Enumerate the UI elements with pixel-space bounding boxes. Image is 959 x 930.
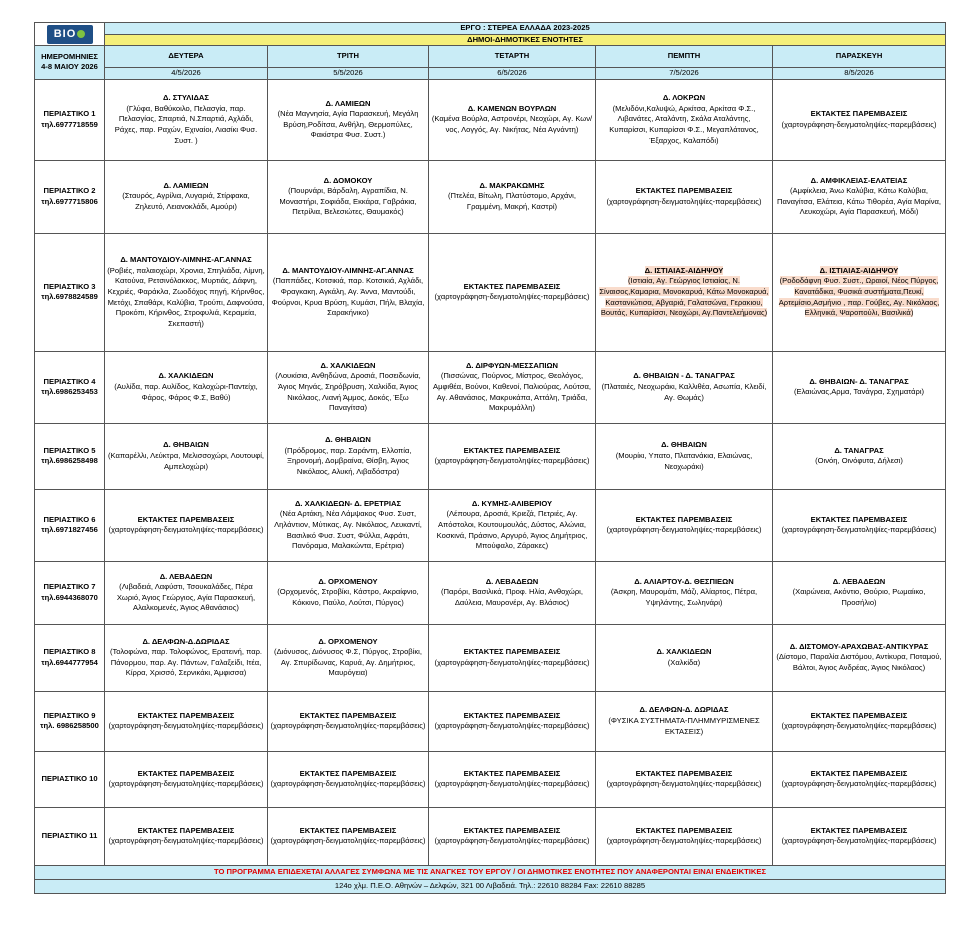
table-row (35, 624, 946, 691)
cell-title: Δ. ΛΕΒΑΔΕΩΝ (485, 576, 539, 586)
date-cell: 5/5/2026 (268, 68, 429, 80)
schedule-cell (773, 160, 946, 233)
cell-content (437, 499, 588, 550)
cell-title: Δ. ΔΟΜΟΚΟΥ (323, 175, 373, 185)
cell-text: (Χαλκίδα) (667, 657, 701, 667)
cell-content (441, 577, 583, 607)
schedule-cell (429, 351, 596, 423)
cell-content (435, 647, 590, 667)
cell-title: ΕΚΤΑΚΤΕΣ ΠΑΡΕΜΒΑΣΕΙΣ (299, 825, 397, 835)
schedule-cell (105, 691, 268, 751)
cell-title: ΕΚΤΑΚΤΕΣ ΠΑΡΕΜΒΑΣΕΙΣ (635, 514, 733, 524)
cell-title: ΕΚΤΑΚΤΕΣ ΠΑΡΕΜΒΑΣΕΙΣ (137, 514, 235, 524)
cell-text: (χαρτογράφηση-δειγματοληψίες-παρεμβάσεις) (108, 836, 264, 846)
cell-content (109, 515, 264, 535)
schedule-cell (596, 751, 773, 807)
area-cell (35, 807, 105, 865)
cell-text: (Πρόδρομος, παρ. Σαράντη, Ελλοπία, Ξηρονομή, Δομβραίνα, Θίσβη, Άγιος Νικόλαος, Αλυκή, Λιβαδόστρα) (284, 445, 412, 476)
footer-address: 124ο χλμ. Π.Ε.Ο. Αθηνών – Δελφών, 321 00 Λιβαδειά. Τηλ.: 22610 88284 Fax: 22610 88285 (35, 879, 946, 893)
cell-title: Δ. ΘΗΒΑΙΩΝ (325, 435, 371, 445)
cell-title: ΕΚΤΑΚΤΕΣ ΠΑΡΕΜΒΑΣΕΙΣ (299, 768, 397, 778)
area-cell (35, 624, 105, 691)
cell-title: Δ. ΟΡΧΟΜΕΝΟΥ (318, 636, 378, 646)
schedule-cell (105, 79, 268, 160)
schedule-cell (429, 624, 596, 691)
cell-text: (Μελιδόνι,Καλυψώ, Αρκίτσα, Αρκίτσα Φ.Σ., Λιβανάτες, Αταλάντη, Σκάλα Αταλάντης, Κυπαρίσσι, Κυπαρίσσι Φ.Σ., Μεγαπλάτανος, Έξαρχος, Καλαπόδι) (609, 103, 759, 145)
cell-content (274, 499, 422, 550)
cell-title: ΕΚΤΑΚΤΕΣ ΠΑΡΕΜΒΑΣΕΙΣ (463, 281, 561, 291)
cell-title: Δ. ΘΗΒΑΙΩΝ- Δ. ΤΑΝΑΓΡΑΣ (809, 376, 909, 386)
schedule-cell (773, 423, 946, 489)
cell-content (435, 769, 590, 789)
area-cell (35, 489, 105, 561)
cell-text: (χαρτογράφηση-δειγματοληψίες-παρεμβάσεις) (606, 836, 762, 846)
cell-content (109, 769, 264, 789)
schedule-cell (773, 624, 946, 691)
cell-text: (Πτελέα, Βίτωλη, Πλατύστομο, Αρχάνι, Γραμμένη, Μακρή, Καστρί) (448, 191, 576, 212)
area-cell (35, 351, 105, 423)
schedule-cell (429, 233, 596, 351)
cell-content (279, 176, 416, 217)
cell-content (108, 440, 264, 470)
cell-text: (Καμένα Βούρλα, Αστρονέρι, Νεοχώρι, Αγ. Κων/νος, Λογγός, Αγ. Νικήτας, Νέα Αγνάντη) (431, 114, 593, 135)
schedule-cell (268, 691, 429, 751)
area-name: ΠΕΡΙΑΣΤΙΚΟ 11 (41, 830, 98, 840)
cell-title: ΕΚΤΑΚΤΕΣ ΠΑΡΕΜΒΑΣΕΙΣ (463, 445, 561, 455)
cell-text: (χαρτογράφηση-δειγματοληψίες-παρεμβάσεις) (108, 779, 264, 789)
table-row (35, 233, 946, 351)
cell-content (277, 577, 418, 607)
cell-text: (χαρτογράφηση-δειγματοληψίες-παρεμβάσεις) (434, 779, 590, 789)
cell-title: Δ. ΘΗΒΑΙΩΝ (661, 440, 707, 450)
cell-text: (χαρτογράφηση-δειγματοληψίες-παρεμβάσεις) (606, 779, 762, 789)
cell-text: (Χαιρώνεια, Ακόντιο, Θούριο, Ρωμαίικο, Προσήλιο) (792, 587, 926, 608)
cell-text: (χαρτογράφηση-δειγματοληψίες-παρεμβάσεις) (434, 836, 590, 846)
cell-text: (χαρτογράφηση-δειγματοληψίες-παρεμβάσεις) (781, 721, 937, 731)
table-row (35, 423, 946, 489)
schedule-cell (429, 751, 596, 807)
cell-text: (χαρτογράφηση-δειγματοληψίες-παρεμβάσεις) (270, 836, 426, 846)
cell-content (794, 377, 924, 397)
cell-title: ΕΚΤΑΚΤΕΣ ΠΑΡΕΜΒΑΣΕΙΣ (463, 647, 561, 657)
area-name: ΠΕΡΙΑΣΤΙΚΟ 8 (43, 647, 96, 657)
day-header: ΔΕΥΤΕΡΑ (105, 46, 268, 68)
day-header: ΤΡΙΤΗ (268, 46, 429, 68)
cell-content (777, 176, 941, 217)
cell-content (611, 577, 757, 607)
schedule-cell (105, 751, 268, 807)
subtitle: ΔΗΜΟΙ-ΔΗΜΟΤΙΚΕΣ ΕΝΟΤΗΤΕΣ (105, 34, 946, 46)
area-phone: τηλ.6986258498 (41, 456, 98, 466)
cell-text: (Ελαιώνας,Αρμα, Τανάγρα, Σχηματάρι) (793, 387, 925, 397)
schedule-cell (105, 624, 268, 691)
cell-text: (Λουκίσια, Ανθηδώνα, Δροσιά, Ποσειδωνία, Άγιος Μηνάς, Σηρόβρυση, Χαλκίδα, Άγιος Νικόλαος, Λιανή Άμμος, Δοκός, Έξω Παναγίτσα) (275, 371, 421, 413)
cell-text: (Μουρίκι, Υπατο, Πλατανάκια, Ελαιώνας, Νεοχωράκι) (615, 450, 753, 471)
schedule-cell (268, 807, 429, 865)
area-cell (35, 691, 105, 751)
cell-text: (χαρτογράφηση-δειγματοληψίες-παρεμβάσεις) (434, 456, 590, 466)
cell-text: (Παρόρι, Βασιλικά, Προφ. Ηλία, Ανθοχώρι, Δαύλεια, Μαυρονέρι, Αγ. Βλάσιος) (441, 587, 583, 608)
schedule-cell (429, 423, 596, 489)
cell-content (782, 711, 937, 731)
schedule-cell (429, 807, 596, 865)
cell-content (432, 104, 592, 134)
cell-content (285, 435, 412, 476)
cell-title: ΕΚΤΑΚΤΕΣ ΠΑΡΕΜΒΑΣΕΙΣ (463, 825, 561, 835)
cell-title: Δ. ΜΑΝΤΟΥΔΙΟΥ-ΛΙΜΝΗΣ-ΑΓ.ΑΝΝΑΣ (120, 255, 252, 265)
schedule-cell (596, 160, 773, 233)
cell-text: (χαρτογράφηση-δειγματοληψίες-παρεμβάσεις) (108, 721, 264, 731)
area-cell (35, 561, 105, 624)
cell-text: (ΦΥΣΙΚΑ ΣΥΣΤΗΜΑΤΑ-ΠΛΗΜΜΥΡΙΣΜΕΝΕΣ ΕΚΤΑΣΕΙΣ) (608, 715, 760, 736)
cell-title: Δ. ΘΗΒΑΙΩΝ (163, 440, 209, 450)
cell-content (779, 266, 940, 317)
area-cell (35, 423, 105, 489)
area-phone: τηλ.6977715806 (41, 196, 98, 206)
cell-text: (χαρτογράφηση-δειγματοληψίες-παρεμβάσεις) (781, 525, 937, 535)
schedule-cell (268, 351, 429, 423)
schedule-cell (773, 691, 946, 751)
cell-content (657, 647, 712, 667)
cell-text: (Πλαταιές, Νεοχωράκι, Καλλιθέα, Ασωπία, Κλειδί, Αγ. Θωμάς) (601, 381, 767, 402)
table-row (35, 489, 946, 561)
date-cell: 6/5/2026 (429, 68, 596, 80)
schedule-cell (268, 624, 429, 691)
area-phone: τηλ.6944777954 (41, 657, 98, 667)
cell-text: (Αμφίκλεια, Άνω Καλύβια, Κάτω Καλύβια, Παναγίτσα, Ελάτεια, Κάτω Τιθορέα, Αγία Μαρίνα, Λευκοχώρι, Αγία Παρασκευή, Μόδι) (776, 186, 942, 217)
cell-text: (Τολοφώνα, παρ. Τολοφώνος, Ερατεινή, παρ. Πάνορμου, παρ. Αγ. Πάντων, Γαλαξείδι, Ιτέα, Κίρρα, Χρισσό, Σερνικάκι, Άμφισσα) (109, 647, 263, 678)
schedule-cell (429, 561, 596, 624)
cell-content (435, 826, 590, 846)
day-header: ΠΕΜΠΤΗ (596, 46, 773, 68)
cell-content (607, 826, 762, 846)
cell-content (435, 711, 590, 731)
cell-content (107, 255, 264, 328)
cell-title: ΕΚΤΑΚΤΕΣ ΠΑΡΕΜΒΑΣΕΙΣ (810, 710, 908, 720)
cell-content (435, 446, 590, 466)
cell-content (782, 826, 937, 846)
cell-text: (χαρτογράφηση-δειγματοληψίες-παρεμβάσεις) (606, 196, 762, 206)
cell-title: Δ. ΛΑΜΙΕΩΝ (325, 98, 371, 108)
cell-title: Δ. ΚΑΜΕΝΩΝ ΒΟΥΡΛΩΝ (467, 103, 557, 113)
cell-content (602, 371, 767, 401)
date-cell: 8/5/2026 (773, 68, 946, 80)
cell-content (607, 515, 762, 535)
cell-content (782, 109, 937, 129)
cell-title: Δ. ΔΕΛΦΩΝ-Δ. ΔΩΡΙΔΑΣ (639, 705, 729, 715)
schedule-cell (596, 691, 773, 751)
cell-text: (Ορχομενός, Στροβίκι, Κάστρο, Ακραίφνιο, Κόκκινο, Παύλο, Λούτσι, Πύργος) (277, 587, 419, 608)
area-name: ΠΕΡΙΑΣΤΙΚΟ 9 (43, 710, 96, 720)
cell-title: Δ. ΣΤΥΛΙΔΑΣ (163, 93, 209, 103)
schedule-cell (105, 351, 268, 423)
table-row (35, 79, 946, 160)
cell-content (815, 446, 903, 466)
company-logo (47, 25, 93, 44)
cell-title: Δ. ΚΥΜΗΣ-ΑΛΙΒΕΡΙΟΥ (471, 498, 553, 508)
cell-title: Δ. ΛΕΒΑΔΕΩΝ (159, 571, 213, 581)
cell-text: (Παππάδες, Κοτσικιά, παρ. Κοτσικιά, Αχλάδι, Φραγκακη, Αγκάλη, Αγ. Άννα, Μαντούδι, Φούρνοι, Κρυα Βρύση, Κυμάσι, Πήλι, Βλαχία, Σαρακήνικο) (271, 276, 425, 318)
cell-content (448, 181, 576, 211)
cell-title: ΕΚΤΑΚΤΕΣ ΠΑΡΕΜΒΑΣΕΙΣ (810, 825, 908, 835)
date-cell: 7/5/2026 (596, 68, 773, 80)
cell-content (433, 361, 591, 412)
cell-content (272, 266, 425, 317)
cell-content (274, 637, 422, 678)
cell-title: ΕΚΤΑΚΤΕΣ ΠΑΡΕΜΒΑΣΕΙΣ (137, 768, 235, 778)
cell-text: (Πισσώνας, Πούρνος, Μίστρος, Θεολόγος, Αμφιθέα, Βούνοι, Καθενοί, Παλιούρας, Λούτσα, Αγ. Αθανάσιος, Μακρυκάπα, Αττάλη, Τριάδα, Μακρυμάλλη) (433, 371, 591, 413)
cell-text: (Διόνυσος, Διόνυσος Φ.Σ, Πύργος, Στροβίκι, Αγ. Σπυρίδωνας, Καρυά, Αγ. Δημήτριος, Μαυρόγεια) (274, 647, 422, 678)
cell-title: Δ. ΟΡΧΟΜΕΝΟΥ (318, 576, 378, 586)
cell-text: (Αυλίδα, παρ. Αυλίδος, Καλοχώρι-Παντείχι, Φάρος, Φάρος Φ.Σ, Βαθύ) (114, 381, 258, 402)
logo-text: BIO (53, 27, 77, 40)
cell-title: ΕΚΤΑΚΤΕΣ ΠΑΡΕΜΒΑΣΕΙΣ (463, 768, 561, 778)
cell-content (114, 371, 258, 401)
schedule-cell (429, 160, 596, 233)
cell-title: ΕΚΤΑΚΤΕΣ ΠΑΡΕΜΒΑΣΕΙΣ (137, 825, 235, 835)
table-row (35, 160, 946, 233)
cell-title: ΕΚΤΑΚΤΕΣ ΠΑΡΕΜΒΑΣΕΙΣ (635, 825, 733, 835)
schedule-cell (268, 751, 429, 807)
cell-title: Δ. ΜΑΝΤΟΥΔΙΟΥ-ΛΙΜΝΗΣ-ΑΓ.ΑΝΝΑΣ (282, 265, 414, 275)
schedule-cell (429, 489, 596, 561)
schedule-cell (773, 561, 946, 624)
cell-text: (Γλύφα, Βαθύκοιλο, Πελασγία, παρ. Πελασγίας, Σπαρτιά, Ν.Σπαρτιά, Αχλάδι, Ράχες, παρ. Ραχών, Εχιναίοι, Λιασίκι Φυσ. Συστ. ) (114, 103, 258, 145)
area-phone: τηλ.6978824589 (41, 292, 98, 302)
cell-content (109, 711, 264, 731)
day-header: ΠΑΡΑΣΚΕΥΗ (773, 46, 946, 68)
cell-title: Δ. ΙΣΤΙΑΙΑΣ-ΑΙΔΗΨΟΥ (819, 265, 899, 275)
schedule-cell (773, 79, 946, 160)
schedule-cell (429, 79, 596, 160)
cell-content (271, 769, 426, 789)
cell-content (109, 826, 264, 846)
schedule-cell (268, 561, 429, 624)
cell-text: (χαρτογράφηση-δειγματοληψίες-παρεμβάσεις) (270, 779, 426, 789)
cell-title: Δ. ΙΣΤΙΑΙΑΣ-ΑΙΔΗΨΟΥ (644, 265, 724, 275)
schedule-table (34, 22, 946, 894)
cell-content (271, 826, 426, 846)
area-name: ΠΕΡΙΑΣΤΙΚΟ 6 (43, 514, 96, 524)
cell-text: (Ροβιές, παλαιοχώρι, Χρονια, Σπηλιάδα, Λίμνη, Κατούνα, Ρετσινόλακκος, Μυρτιάς, Δάφνη, Κεχριές, Φαράκλα, Ζωοδόχος πηγή, Κήρινθος, Μετόχι, Σπαθάρι, Καλύβια, Τρούπι, Δαφνούσα, Προκόπι, Κήρινθος, Στροφυλιά, Κεραμεία, Σκεπαστή) (107, 265, 265, 328)
cell-text: (χαρτογράφηση-δειγματοληψίες-παρεμβάσεις) (434, 657, 590, 667)
cell-content (435, 282, 590, 302)
cell-text: (Νέα Μαγνησία, Αγία Παρασκευή, Μεγάλη Βρύση,Ροδίτσα, Ανθήλη, Θερμοπύλες, Φακίστρα Φυσ. Συστ.) (277, 109, 419, 140)
cell-content (616, 440, 753, 470)
schedule-cell (429, 691, 596, 751)
cell-text: (χαρτογράφηση-δειγματοληψίες-παρεμβάσεις) (108, 525, 264, 535)
schedule-cell (105, 423, 268, 489)
cell-text: (χαρτογράφηση-δειγματοληψίες-παρεμβάσεις) (434, 721, 590, 731)
schedule-cell (105, 561, 268, 624)
cell-title: ΕΚΤΑΚΤΕΣ ΠΑΡΕΜΒΑΣΕΙΣ (810, 109, 908, 119)
area-cell (35, 233, 105, 351)
project-title: ΕΡΓΟ : ΣΤΕΡΕΑ ΕΛΛΑΔΑ 2023-2025 (105, 23, 946, 35)
schedule-cell (596, 423, 773, 489)
cell-content (122, 181, 250, 211)
cell-text: (Λιβαδειά, Λαφύστι, Τσουκαλάδες, Πέρα Χωριό, Άγιος Γεώργιος, Αγία Παρασκευή, Αλαλκομενές, Άγιος Αθανάσιος) (116, 582, 256, 613)
table-row (35, 751, 946, 807)
cell-text: (χαρτογράφηση-δειγματοληψίες-παρεμβάσεις) (781, 836, 937, 846)
cell-content (782, 515, 937, 535)
schedule-cell (268, 160, 429, 233)
logo-cell (35, 23, 105, 46)
cell-text: (Οινόη, Οινόφυτα, Δήλεσι) (815, 456, 903, 466)
cell-title: Δ. ΧΑΛΚΙΔΕΩΝ- Δ. ΕΡΕΤΡΙΑΣ (294, 498, 402, 508)
schedule-cell (596, 79, 773, 160)
schedule-cell (596, 233, 773, 351)
date-cell: 4/5/2026 (105, 68, 268, 80)
cell-content (609, 93, 758, 144)
schedule-cell (105, 160, 268, 233)
cell-title: Δ. ΧΑΛΚΙΔΕΩΝ (320, 360, 376, 370)
schedule-cell (773, 233, 946, 351)
cell-content (599, 266, 768, 317)
cell-text: (χαρτογράφηση-δειγματοληψίες-παρεμβάσεις) (434, 292, 590, 302)
cell-title: ΕΚΤΑΚΤΕΣ ΠΑΡΕΜΒΑΣΕΙΣ (810, 768, 908, 778)
area-name: ΠΕΡΙΑΣΤΙΚΟ 3 (43, 281, 96, 291)
cell-content (278, 99, 419, 140)
cell-text: (χαρτογράφηση-δειγματοληψίες-παρεμβάσεις) (606, 525, 762, 535)
schedule-cell (596, 624, 773, 691)
cell-content (793, 577, 926, 607)
schedule-cell (268, 233, 429, 351)
cell-title: Δ. ΤΑΝΑΓΡΑΣ (834, 445, 884, 455)
cell-content (608, 705, 759, 735)
cell-text: (Λέπουρα, Δροσιά, Κριεζά, Πετριές, Αγ. Απόστολοι, Κουτουμουλάς, Δύστος, Αλώνια, Κοσκινά, Πράσινο, Αργυρό, Άγιος Δημήτριος, Μπούφαλο, Ζάρακες) (436, 509, 588, 551)
cell-content (115, 93, 257, 144)
cell-title: Δ. ΔΙΣΤΟΜΟΥ-ΑΡΑΧΩΒΑΣ-ΑΝΤΙΚΥΡΑΣ (789, 641, 929, 651)
cell-content (776, 642, 941, 672)
schedule-cell (105, 489, 268, 561)
cell-text: (Νέα Αρτάκη, Νέα Λάμψακος Φυσ. Συστ, Ληλάντιον, Μύτικας, Αγ. Νικόλαος, Λευκαντί, Βασιλικό Φυσ. Συστ, Φύλλα, Αφράτι, Πανόραμα, Μαλακώντα, Ερέτρια) (274, 509, 422, 551)
table-row (35, 351, 946, 423)
area-name: ΠΕΡΙΑΣΤΙΚΟ 2 (43, 186, 96, 196)
area-cell (35, 79, 105, 160)
area-name: ΠΕΡΙΑΣΤΙΚΟ 1 (43, 109, 96, 119)
area-name: ΠΕΡΙΑΣΤΙΚΟ 7 (43, 582, 96, 592)
cell-text: (Καπαρέλλι, Λεύκτρα, Μελισσοχώρι, Λουτουφί, Αμπελοχώρι) (107, 450, 265, 471)
table-row (35, 807, 946, 865)
cell-content (275, 361, 421, 412)
area-phone: τηλ.6944368070 (41, 592, 98, 602)
cell-text: (Άσκρη, Μαυρομάτι, Μάζι, Αλίαρτος, Πέτρα, Υψηλάντης, Σωληνάρι) (610, 587, 758, 608)
cell-content (271, 711, 426, 731)
schedule-cell (268, 79, 429, 160)
footer-note: ΤΟ ΠΡΟΓΡΑΜΜΑ ΕΠΙΔΕΧΕΤΑΙ ΑΛΛΑΓΕΣ ΣΥΜΦΩΝΑ ΜΕ ΤΙΣ ΑΝΑΓΚΕΣ ΤΟΥ ΕΡΓΟΥ / ΟΙ ΔΗΜΟΤΙΚΕΣ ΕΝΟΤΗΤΕΣ ΠΟΥ ΑΝΑΦΕΡΟΝΤΑΙ ΕΙΝΑΙ ΕΝΔΕΙΚΤΙΚΕΣ (35, 865, 946, 879)
area-phone: τηλ.6971827456 (41, 525, 98, 535)
dates-label: ΗΜΕΡΟΜΗΝΙΕΣ 4-8 ΜΑΙΟΥ 2026 (35, 46, 105, 80)
cell-content (782, 769, 937, 789)
schedule-cell (773, 751, 946, 807)
cell-title: Δ. ΧΑΛΚΙΔΕΩΝ (656, 647, 712, 657)
cell-title: Δ. ΔΕΛΦΩΝ-Δ.ΔΩΡΙΔΑΣ (142, 636, 230, 646)
cell-title: Δ. ΛΕΒΑΔΕΩΝ (832, 576, 886, 586)
schedule-cell (105, 233, 268, 351)
schedule-cell (596, 807, 773, 865)
cell-content (117, 572, 255, 613)
cell-text: (χαρτογράφηση-δειγματοληψίες-παρεμβάσεις) (781, 779, 937, 789)
schedule-cell (268, 423, 429, 489)
area-cell (35, 751, 105, 807)
schedule-cell (773, 489, 946, 561)
schedule-cell (596, 351, 773, 423)
cell-title: ΕΚΤΑΚΤΕΣ ΠΑΡΕΜΒΑΣΕΙΣ (810, 514, 908, 524)
day-header: ΤΕΤΑΡΤΗ (429, 46, 596, 68)
cell-title: Δ. ΛΟΚΡΩΝ (662, 93, 706, 103)
cell-title: Δ. ΑΜΦΙΚΛΕΙΑΣ-ΕΛΑΤΕΙΑΣ (810, 175, 908, 185)
area-name: ΠΕΡΙΑΣΤΙΚΟ 5 (43, 445, 96, 455)
cell-text: (Δίστομο, Παραλία Διστόμου, Αντίκυρα, Ποταμού, Βάλτοι, Άγιος Ανδρέας, Άγιος Νικόλαος) (776, 652, 942, 673)
cell-title: Δ. ΜΑΚΡΑΚΩΜΗΣ (479, 180, 545, 190)
cell-text: (χαρτογράφηση-δειγματοληψίες-παρεμβάσεις) (781, 119, 937, 129)
area-phone: τηλ.6986253453 (41, 387, 98, 397)
cell-title: Δ. ΧΑΛΚΙΔΕΩΝ (158, 371, 214, 381)
area-phone: τηλ.6977718559 (41, 119, 98, 129)
cell-content (607, 186, 762, 206)
table-row (35, 561, 946, 624)
cell-content (110, 637, 262, 678)
schedule-cell (773, 351, 946, 423)
cell-title: ΕΚΤΑΚΤΕΣ ΠΑΡΕΜΒΑΣΕΙΣ (299, 710, 397, 720)
cell-text: (Πουρνάρι, Βάρδαλη, Αγραπίδια, Ν. Μοναστήρι, Σοφιάδα, Εκκάρα, Γαβράκια, Πετρίλια, Βελεσιώτες, Θαυμακός) (279, 186, 417, 217)
schedule-cell (268, 489, 429, 561)
schedule-cell (596, 489, 773, 561)
cell-text: (Ροδοδάφνη Φυσ. Συστ., Ωραιοί, Νέος Πύργος, Κανατάδικα, Φυσικά συστήματα,Πευκί, Αρτεμίσιο,Ασμήνιο , παρ. Γούβες, Αγ. Νικόλαος, Ελληνικά, Ψαροπούλι, Βασιλικά) (778, 276, 940, 318)
cell-title: Δ. ΘΗΒΑΙΩΝ - Δ. ΤΑΝΑΓΡΑΣ (633, 371, 735, 381)
schedule-cell (596, 561, 773, 624)
schedule-cell (773, 807, 946, 865)
area-phone: τηλ. 6986258500 (40, 721, 99, 731)
table-row (35, 691, 946, 751)
cell-title: ΕΚΤΑΚΤΕΣ ΠΑΡΕΜΒΑΣΕΙΣ (463, 710, 561, 720)
area-name: ΠΕΡΙΑΣΤΙΚΟ 10 (41, 773, 98, 783)
cell-title: Δ. ΑΛΙΑΡΤΟΥ-Δ. ΘΕΣΠΙΕΩΝ (634, 576, 734, 586)
cell-title: ΕΚΤΑΚΤΕΣ ΠΑΡΕΜΒΑΣΕΙΣ (635, 768, 733, 778)
schedule-cell (105, 807, 268, 865)
cell-title: ΕΚΤΑΚΤΕΣ ΠΑΡΕΜΒΑΣΕΙΣ (635, 186, 733, 196)
area-name: ΠΕΡΙΑΣΤΙΚΟ 4 (43, 376, 96, 386)
cell-text: (Σταυρός, Αγρίλια, Λυγαριά, Στίρφακα, Ζηλευτό, Λειανοκλάδι, Αμούρι) (122, 191, 250, 212)
cell-title: Δ. ΔΙΡΦΥΩΝ-ΜΕΣΣΑΠΙΩΝ (465, 360, 559, 370)
cell-text: (χαρτογράφηση-δειγματοληψίες-παρεμβάσεις) (270, 721, 426, 731)
area-cell (35, 160, 105, 233)
cell-title: Δ. ΛΑΜΙΕΩΝ (163, 180, 209, 190)
cell-content (607, 769, 762, 789)
cell-title: ΕΚΤΑΚΤΕΣ ΠΑΡΕΜΒΑΣΕΙΣ (137, 710, 235, 720)
logo-leaf-icon (77, 30, 85, 38)
cell-text: (Ιστιαία, Αγ. Γεώργιος Ιστιαίας, Ν. Σίναισος,Καμαρια, Μονοκαρυά, Κάτω Μονοκαρυά, Καστανιώτισα, Αβγαριά, Γαλατσώνα, Γερακιου, Βουτάς, Κυπαρίσσι, Νεοχώρι, Αγ.Παντελεήμονας) (599, 276, 769, 318)
